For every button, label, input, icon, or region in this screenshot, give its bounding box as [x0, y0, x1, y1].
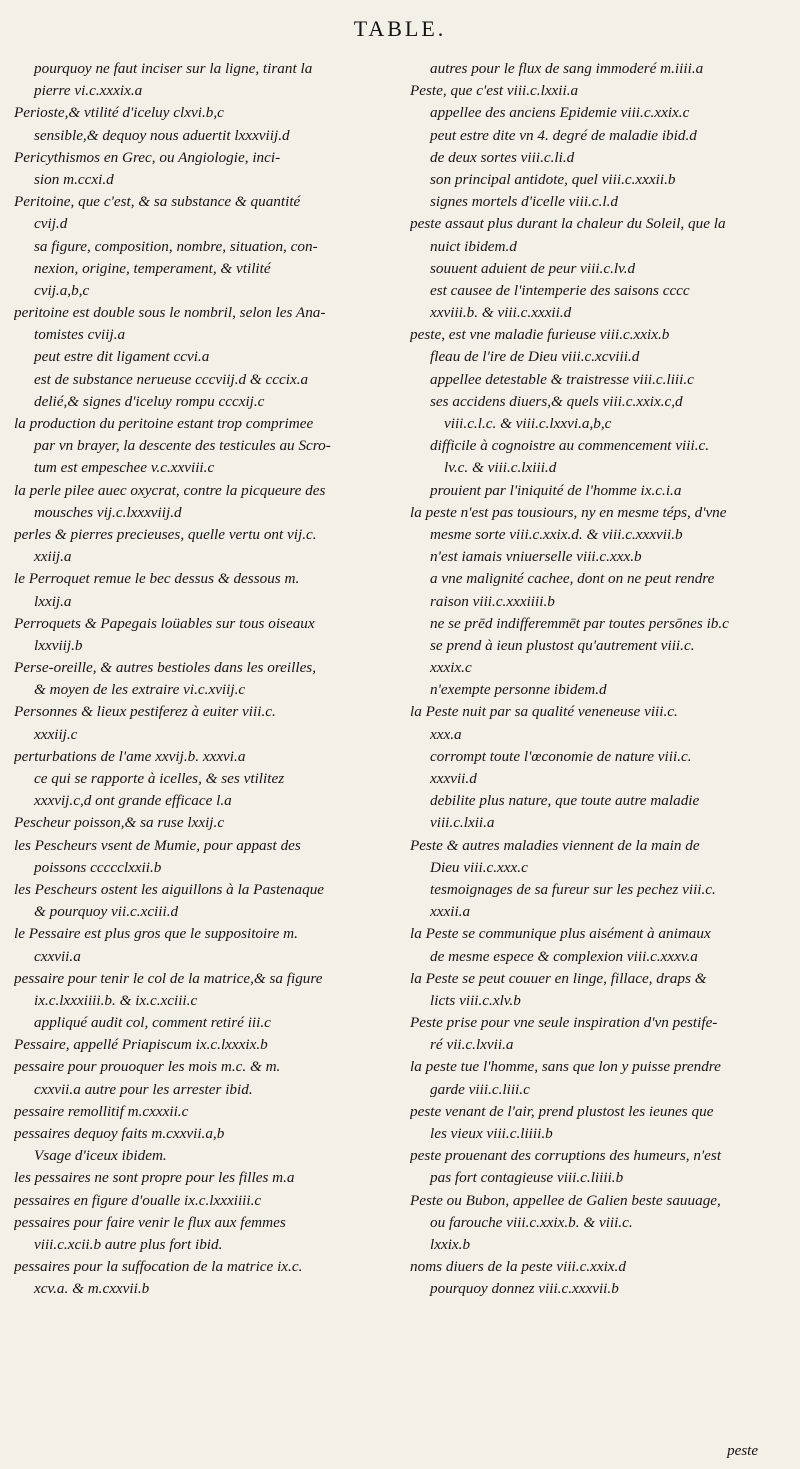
index-entry-line: pessaires dequoy faits m.cxxvii.a,b [14, 1125, 225, 1142]
index-entry-line: sa figure, composition, nombre, situation, con- [34, 237, 318, 255]
index-entry-line: lxxix.b [430, 1235, 471, 1253]
index-entry-line: la perle pilee auec oxycrat, contre la picqueure des [14, 481, 326, 499]
index-entry-line: mousches vij.c.lxxxviij.d [34, 503, 182, 521]
index-entry-line: raison viii.c.xxxiiii.b [430, 592, 555, 610]
index-entry-line: Perse-oreille, & autres bestioles dans les oreilles, [14, 659, 317, 677]
index-entry-line: les Pescheurs ostent les aiguillons à la Pastenaque [14, 880, 325, 898]
index-entry-line: pas fort contagieuse viii.c.liiii.b [430, 1169, 624, 1187]
index-entry-line: xxxii.a [430, 903, 471, 921]
index-entry-line: sensible,& dequoy nous aduertit lxxxviij.d [34, 126, 290, 144]
index-entry-line: pierre vi.c.xxxix.a [34, 82, 143, 100]
index-entry-line: cvij.a,b,c [34, 281, 90, 299]
index-entry-line: peut estre dit ligament ccvi.a [34, 348, 210, 366]
index-entry-line: ce qui se rapporte à icelles, & ses vtilitez [34, 770, 285, 787]
index-entry-line: sion m.ccxi.d [34, 170, 114, 188]
index-entry-line: xxxiij.c [34, 725, 78, 743]
index-entry-line: souuent aduient de peur viii.c.lv.d [430, 259, 636, 277]
index-entry-line: peste assaut plus durant la chaleur du Soleil, que la [410, 215, 726, 233]
index-entry-line: pourquoy ne faut inciser sur la ligne, tirant la [34, 60, 313, 77]
index-entry-line: xcv.a. & m.cxxvii.b [34, 1280, 150, 1298]
index-entry-line: pessaire pour tenir le col de la matrice,& sa figure [14, 969, 323, 987]
index-entry-line: tomistes cviij.a [34, 326, 126, 344]
index-entry-line: appellee detestable & traistresse viii.c.liii.c [430, 370, 694, 388]
index-entry-line: lxxij.a [34, 592, 72, 610]
index-entry-line: nuict ibidem.d [430, 237, 517, 255]
catchword: peste [727, 1443, 758, 1459]
index-entry-line: tesmoignages de sa fureur sur les pechez viii.c. [430, 880, 716, 898]
index-entry-line: pessaires en figure d'oualle ix.c.lxxxiiii.c [14, 1191, 262, 1209]
index-entry-line: ré vii.c.lxvii.a [430, 1036, 514, 1054]
index-entry-line: peste prouenant des corruptions des humeurs, n'est [410, 1147, 722, 1165]
index-entry-line: est causee de l'intemperie des saisons cccc [430, 281, 690, 299]
index-entry-line: a vne malignité cachee, dont on ne peut rendre [430, 570, 715, 588]
index-entry-line: le Perroquet remue le bec dessus & dessous m. [14, 570, 300, 588]
index-entry-line: delié,& signes d'iceluy rompu cccxij.c [34, 392, 265, 410]
index-entry-line: la Peste se peut couuer en linge, fillace, draps & [410, 969, 707, 987]
index-entry-line: & pourquoy vii.c.xciii.d [34, 903, 179, 921]
index-entry-line: Peste, que c'est viii.c.lxxii.a [410, 82, 579, 100]
index-entry-line: lv.c. & viii.c.lxiii.d [444, 459, 557, 477]
index-entry-line: signes mortels d'icelle viii.c.l.d [430, 193, 618, 211]
index-entry-line: se prend à ieun plustost qu'autrement viii.c. [430, 636, 695, 654]
index-entry-line: perles & pierres precieuses, quelle vertu ont vij.c. [14, 525, 317, 543]
index-entry-line: n'exempte personne ibidem.d [430, 681, 607, 699]
index-entry-line: perturbations de l'ame xxvij.b. xxxvi.a [14, 747, 246, 765]
index-entry-line: Perroquets & Papegais loüables sur tous oiseaux [14, 614, 315, 632]
index-entry-line: de mesme espece & complexion viii.c.xxxv.a [430, 947, 698, 965]
index-entry-line: peste, est vne maladie furieuse viii.c.xxix.b [410, 326, 670, 344]
index-entry-line: xxxix.c [430, 659, 472, 677]
index-entry-line: noms diuers de la peste viii.c.xxix.d [410, 1258, 626, 1276]
index-entry-line: cxxvii.a [34, 947, 81, 965]
index-entry-line: pourquoy donnez viii.c.xxxvii.b [430, 1280, 619, 1298]
index-entry-line: difficile à cognoistre au commencement viii.c. [430, 437, 710, 455]
index-entry-line: le Pessaire est plus gros que le suppositoire m. [14, 925, 298, 943]
index-entry-line: pessaire remollitif m.cxxxii.c [14, 1102, 189, 1120]
index-entry-line: & moyen de les extraire vi.c.xviij.c [34, 681, 246, 699]
index-entry-line: fleau de l'ire de Dieu viii.c.xcviii.d [430, 348, 640, 366]
index-entry-line: n'est iamais vniuerselle viii.c.xxx.b [430, 548, 642, 566]
index-entry-line: la Peste nuit par sa qualité veneneuse viii.c. [410, 703, 678, 721]
index-entry-line: pessaires pour faire venir le flux aux femmes [14, 1213, 286, 1231]
index-entry-line: la peste n'est pas tousiours, ny en mesme téps, d'vne [410, 503, 727, 521]
index-entry-line: xxviii.b. & viii.c.xxxii.d [430, 304, 572, 322]
index-entry-line: de deux sortes viii.c.li.d [430, 148, 575, 166]
index-entry-line: xxxvij.c,d ont grande efficace l.a [34, 792, 232, 810]
index-entry-line: par vn brayer, la descente des testicules au Scro- [34, 437, 331, 455]
index-entry-line: son principal antidote, quel viii.c.xxxii.b [430, 170, 676, 188]
index-entry-line: lxxviij.b [34, 636, 83, 654]
left-column [14, 58, 400, 1301]
index-entry-line: viii.c.xcii.b autre plus fort ibid. [34, 1235, 223, 1253]
index-entry-line: xxx.a [430, 725, 462, 743]
index-entry-line: peut estre dite vn 4. degré de maladie ibid.d [430, 126, 697, 144]
index-entry-line: la Peste se communique plus aisément à animaux [410, 925, 711, 943]
index-entry-line: les Pescheurs vsent de Mumie, pour appast des [14, 836, 301, 854]
index-entry-line: debilite plus nature, que toute autre maladie [430, 792, 700, 810]
index-entry-line: mesme sorte viii.c.xxix.d. & viii.c.xxxvii.b [430, 525, 683, 543]
index-entry-line: Pescheur poisson,& sa ruse lxxij.c [14, 814, 225, 832]
index-entry-line: cvij.d [34, 215, 68, 233]
index-entry-line: Vsage d'iceux ibidem. [34, 1147, 167, 1165]
index-entry-line: ses accidens diuers,& quels viii.c.xxix.c,d [430, 392, 683, 410]
index-entry-line: ne se prēd indifferemmēt par toutes persōnes ib.c [430, 614, 729, 632]
page-header: TABLE. [353, 16, 447, 41]
index-entry-line: tum est empeschee v.c.xxviii.c [34, 459, 215, 477]
index-entry-line: xxiij.a [34, 548, 72, 566]
index-entry-line: ou farouche viii.c.xxix.b. & viii.c. [430, 1213, 633, 1231]
index-entry-line: Peste prise pour vne seule inspiration d'vn pestife- [410, 1014, 718, 1032]
index-entry-line: appellee des anciens Epidemie viii.c.xxix.c [430, 104, 690, 122]
index-entry-line: viii.c.lxii.a [430, 814, 495, 832]
index-entry-line: autres pour le flux de sang immoderé m.iiii.a [430, 60, 704, 77]
index-entry-line: appliqué audit col, comment retiré iii.c [34, 1014, 271, 1032]
right-column [410, 58, 792, 1301]
index-entry-line: les pessaires ne sont propre pour les filles m.a [14, 1169, 295, 1187]
index-entry-line: la peste tue l'homme, sans que lon y puisse prendre [410, 1058, 721, 1076]
index-entry-line: garde viii.c.liii.c [430, 1080, 530, 1098]
index-entry-line: pessaires pour la suffocation de la matrice ix.c. [14, 1258, 303, 1276]
index-entry-line: les vieux viii.c.liiii.b [430, 1125, 553, 1142]
index-entry-line: prouient par l'iniquité de l'homme ix.c.i.a [430, 481, 682, 499]
index-entry-line: est de substance nerueuse cccviij.d & cccix.a [34, 370, 309, 388]
index-entry-line: licts viii.c.xlv.b [430, 991, 521, 1009]
index-entry-line: Peste & autres maladies viennent de la main de [410, 836, 700, 854]
index-entry-line: corrompt toute l'œconomie de nature viii.c. [430, 747, 692, 765]
index-entry-line: peritoine est double sous le nombril, selon les Ana- [14, 304, 326, 322]
index-entry-line: Peritoine, que c'est, & sa substance & quantité [14, 193, 301, 211]
index-entry-line: Pericythismos en Grec, ou Angiologie, inci- [14, 148, 281, 166]
index-entry-line: ix.c.lxxxiiii.b. & ix.c.xciii.c [34, 991, 198, 1009]
index-entry-line: pessaire pour prouoquer les mois m.c. & m. [14, 1058, 281, 1076]
index-entry-line: peste venant de l'air, prend plustost les ieunes que [410, 1102, 714, 1120]
index-entry-line: la production du peritoine estant trop comprimee [14, 415, 314, 432]
index-entry-line: Personnes & lieux pestiferez à euiter viii.c. [14, 703, 276, 721]
index-entry-line: poissons ccccclxxii.b [34, 858, 162, 876]
index-entry-line: Peste ou Bubon, appellee de Galien beste sauuage, [410, 1191, 721, 1209]
index-entry-line: Perioste,& vtilité d'iceluy clxvi.b,c [14, 104, 224, 122]
index-entry-line: Dieu viii.c.xxx.c [430, 858, 528, 876]
index-entry-line: cxxvii.a autre pour les arrester ibid. [34, 1080, 253, 1098]
index-entry-line: nexion, origine, temperament, & vtilité [34, 259, 271, 277]
index-entry-line: Pessaire, appellé Priapiscum ix.c.lxxxix.b [14, 1036, 268, 1054]
index-entry-line: xxxvii.d [430, 770, 477, 787]
index-entry-line: viii.c.l.c. & viii.c.lxxvi.a,b,c [444, 415, 612, 432]
